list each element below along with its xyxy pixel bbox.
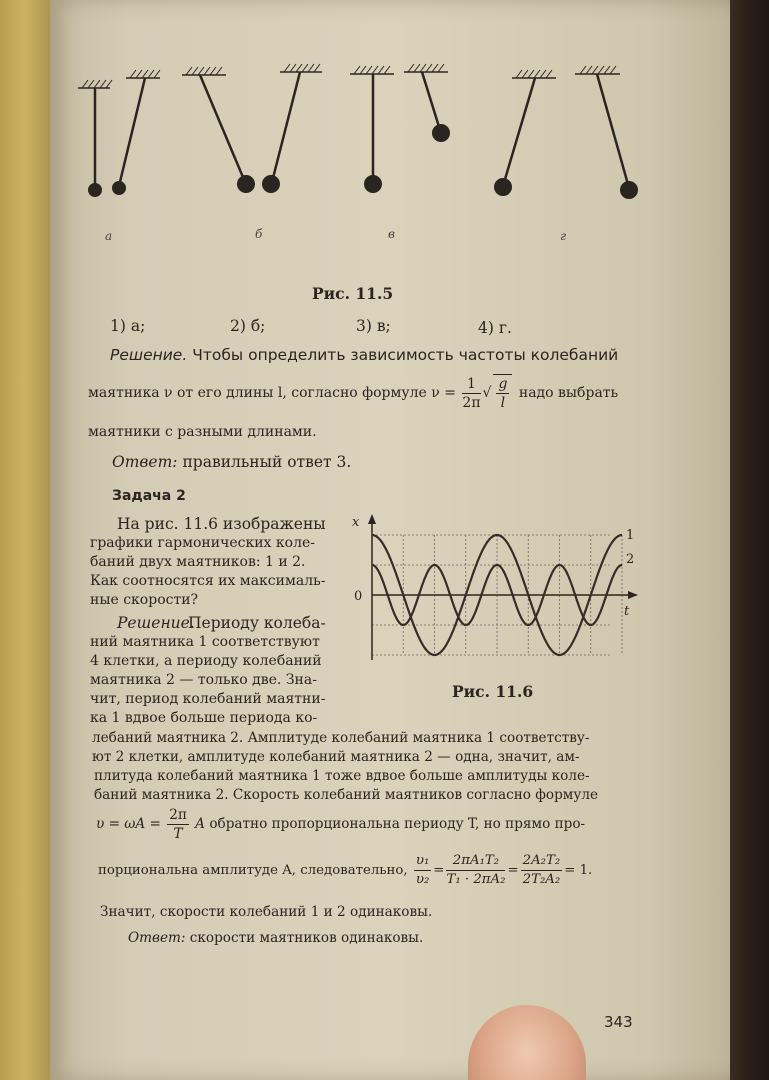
ratio-frac-2-den: T₁ · 2πA₂: [446, 872, 506, 887]
option-3: 3) в;: [356, 317, 391, 335]
solution-line: ка 1 вдвое больше периода ко-: [90, 710, 318, 726]
formula-ratio-lead: порциональна амплитуде A, следовательно,: [98, 863, 408, 878]
ratio-frac-3-den: 2T₂A₂: [522, 872, 561, 887]
solution-line: ний маятника 1 соответствуют: [90, 634, 320, 650]
solution-line: баний маятника 2. Скорость колебаний маятников согласно формуле: [94, 787, 599, 803]
formula-root: [493, 374, 512, 412]
sqrt-sign: √: [482, 385, 492, 401]
ratio-frac-2: [446, 852, 505, 889]
panel-label-g: г: [560, 229, 567, 243]
oscillation-chart: [340, 510, 640, 670]
formula-v-tail: A: [195, 816, 205, 832]
task2-answer: [128, 928, 423, 948]
formula-v-num: 2π: [169, 807, 187, 823]
task2-conclusion: Значит, скорости колебаний 1 и 2 одинаковы.: [100, 904, 433, 920]
solution-line: лебаний маятника 2. Амплитуде колебаний маятника 1 соответству-: [92, 730, 590, 746]
task1-answer: [112, 452, 351, 472]
y-axis-label: x: [352, 515, 360, 530]
panel-label-a: а: [105, 229, 113, 243]
option-1: 1) а;: [110, 317, 146, 335]
option-2: 2) б;: [230, 317, 266, 335]
root-den: l: [500, 395, 506, 411]
task1-solution-line1: [110, 345, 618, 365]
ratio-frac-1-num: υ₁: [414, 852, 431, 871]
ratio-frac-2-num: 2πA₁T₂: [446, 852, 505, 871]
formula-v-left: υ = ωA =: [96, 816, 161, 832]
question-line: Как соотносятся их максималь-: [90, 573, 326, 589]
task2-title: Задача 2: [112, 488, 186, 504]
formula-den: 2π: [462, 394, 481, 411]
ratio-frac-3-num: 2A₂T₂: [521, 852, 563, 871]
solution-line: плитуда колебаний маятника 1 тоже вдвое больше амплитуды коле-: [94, 768, 590, 784]
question-line: ные скорости?: [90, 592, 199, 608]
series-label-2: 2: [626, 552, 635, 567]
formula-intro: маятника ν от его длины l, согласно формуле ν =: [88, 385, 456, 401]
figure-caption-11-6: Рис. 11.6: [452, 682, 534, 701]
origin-label: 0: [354, 589, 363, 604]
question-line: баний двух маятников: 1 и 2.: [90, 554, 306, 570]
formula-end: надо выбрать: [518, 385, 619, 401]
ratio-frac-3: [521, 852, 563, 889]
panel-label-v: в: [388, 227, 395, 241]
solution-line: Периоду колеба-: [188, 614, 326, 632]
formula-v-fraction: [167, 806, 189, 843]
formula-num: 1: [462, 375, 480, 394]
solution-lead: Решение.: [110, 346, 188, 364]
series-label-1: 1: [626, 528, 635, 543]
figure-caption-11-5: Рис. 11.5: [312, 284, 394, 303]
x-axis-arrow: [628, 591, 638, 599]
figure-pendulums: [0, 0, 769, 300]
formula-ratio-end: = 1.: [564, 863, 593, 878]
root-num: g: [498, 376, 508, 392]
solution-line: маятника 2 — только две. Зна-: [90, 672, 317, 688]
solution-line: 4 клетки, а периоду колебаний: [90, 653, 322, 669]
ratio-frac-1: [414, 852, 431, 889]
formula-v-text: обратно пропорциональна периоду T, но прямо про-: [209, 816, 586, 832]
page-number: 343: [604, 1013, 633, 1031]
answer-lead: Ответ:: [128, 930, 186, 946]
chart-axes: [368, 514, 638, 660]
x-axis-label: t: [624, 604, 630, 619]
option-4: 4) г.: [478, 319, 512, 337]
solution-line: чит, период колебаний маятни-: [90, 691, 326, 707]
question-line: На рис. 11.6 изображены: [117, 515, 326, 533]
y-axis-arrow: [368, 514, 376, 524]
formula-ratio-line: порциональна амплитуде A, следовательно, $\frac{\text{υ₁}}{\text{υ₂}}$ = $\frac{\text{2πA₁T₂}}{\text{T₁ · 2πA₂}}$ = $\frac{\text{2A₂T₂}}{\text{2T₂A₂}}$ = 1.: [98, 853, 593, 887]
question-line: графики гармонических коле-: [90, 535, 315, 551]
task1-solution-line3: маятники с разными длинами.: [88, 424, 317, 440]
answer-text: правильный ответ 3.: [182, 453, 352, 471]
answer-text: скорости маятников одинаковы.: [189, 930, 424, 946]
ratio-frac-1-den: υ₂: [415, 872, 430, 887]
solution-line: ют 2 клетки, амплитуде колебаний маятника 2 — одна, значит, ам-: [92, 749, 580, 765]
panel-label-b: б: [255, 227, 263, 241]
solution-text: Чтобы определить зависимость частоты колебаний: [192, 346, 619, 364]
formula-v-line: [96, 806, 585, 843]
answer-lead: Ответ:: [112, 453, 178, 471]
formula-fraction: [462, 375, 480, 412]
formula-v-den: T: [173, 826, 183, 842]
task1-solution-line2: [88, 374, 618, 412]
task2-solution-lead: Решение.: [117, 614, 195, 632]
